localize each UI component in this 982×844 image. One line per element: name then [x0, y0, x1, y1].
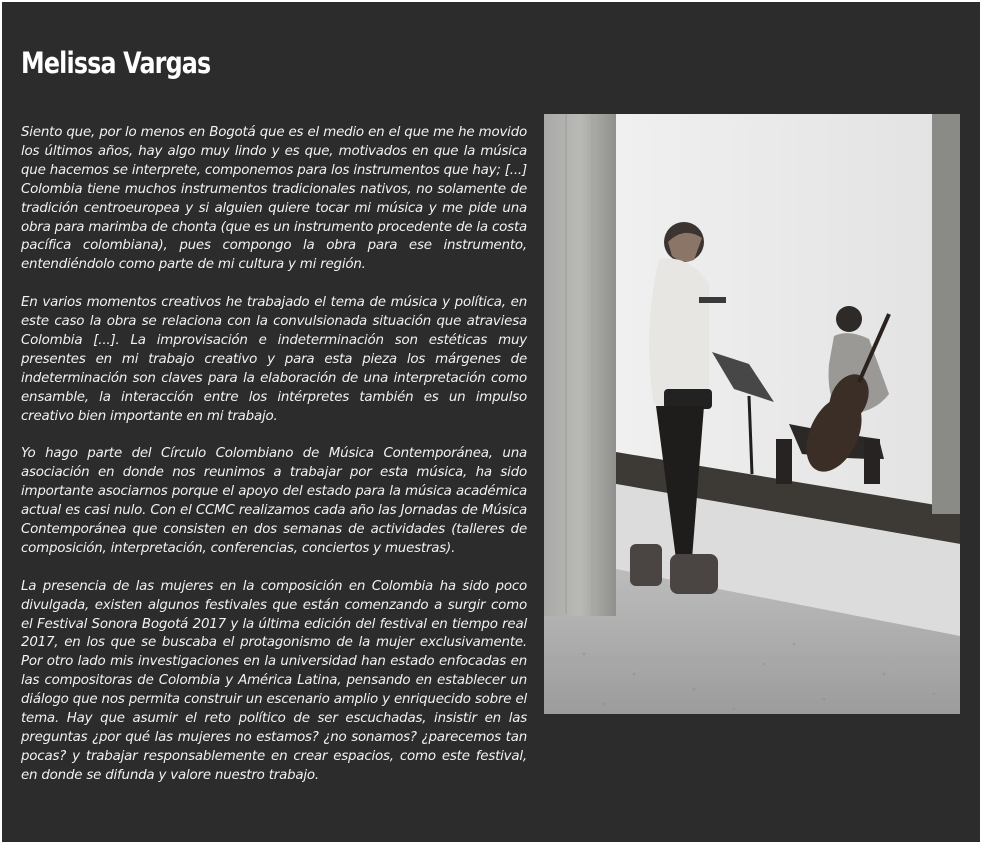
page-title: Melissa Vargas: [21, 46, 211, 80]
article-text: [21, 124, 527, 805]
paragraph-3: Yo hago parte del Círculo Colombiano de Música Contemporánea, una asociación en donde nos reunimos a trabajar por esta música, ha sido importante asociarnos porque el apoyo del estado para la música académica actual es casi nulo. Con el CCMC realizamos cada año las Jornadas de Música Contemporánea que consisten en dos semanas de actividades (talleres de composición, interpretación, conferencias, conciertos y muestras).: [21, 446, 527, 556]
paragraph-4: La presencia de las mujeres en la composición en Colombia ha sido poco divulgada, existen algunos festivales que están comenzando a surgir como el Festival Sonora Bogotá 2017 y la última edición del festival en tiempo real 2017, en los que se buscaba el protagonismo de la mujer exclusivamente. Por otro lado mis investigaciones en la universidad han estado enfocadas en las compositoras de Colombia y América Latina, pensando en establecer un diálogo que nos permita construir un escenario amplio y enriquecido sobre el tema. Hay que asumir el reto político de ser escuchadas, insistir en las preguntas ¿por qué las mujeres no estamos? ¿no sonamos? ¿parecemos tan pocas? y trabajar responsablemente en crear espacios, como este festival, en donde se difunda y valore nuestro trabajo.: [21, 578, 527, 783]
paragraph-2: En varios momentos creativos he trabajado el tema de música y política, en este caso la obra se relaciona con la convulsionada situación que atraviesa Colombia [...]. La improvisación e indeterminación son estéticas muy presentes en mi trabajo creativo y para esta pieza los márgenes de indeterminación son claves para la elaboración de una interpretación como ensamble, la interacción entre los intérpretes también es un impulso creativo bien importante en mi trabajo.: [21, 295, 527, 424]
photo-recording-session: [544, 114, 960, 714]
photo-illustration: [544, 114, 960, 714]
content-panel: [2, 2, 980, 842]
paragraph-1: Siento que, por lo menos en Bogotá que es el medio en el que me he movido los últimos años, hay algo muy lindo y es que, motivados en que la música que hacemos se interprete, componemos para los instrumentos que hay; [...] Colombia tiene muchos instrumentos tradicionales nativos, no solamente de tradición centroeuropea y si alguien quiere tocar mi música y me pide una obra para marimba de chonta (que es un instrumento procedente de la costa pacífica colombiana), pues compongo la obra para ese instrumento, entendiéndolo como parte de mi cultura y mi región.: [21, 125, 527, 273]
